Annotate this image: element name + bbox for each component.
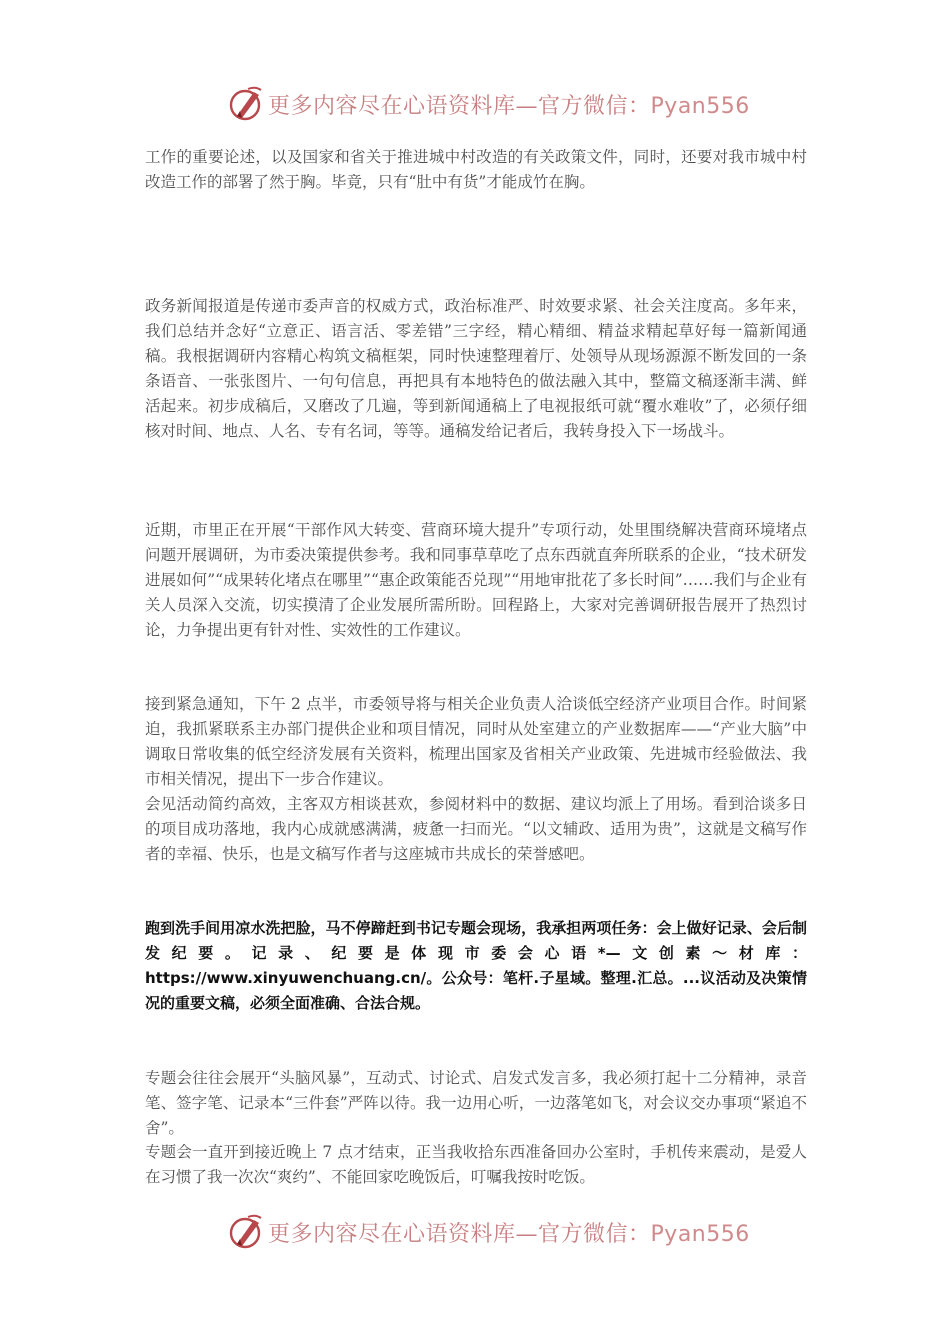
paragraph: 接到紧急通知，下午 2 点半，市委领导将与相关企业负责人洽谈低空经济产业项目合作。时间紧迫，我抓紧联系主办部门提供企业和项目情况，同时从处室建立的产业数据库——“产业大脑”中调取日常收集的低空经济发展有关资料，梳理出国家及省相关产业政策、先进城市经验做法、我市相关情况，提出下一步合作建议。: [145, 695, 807, 788]
paragraph: 专题会往往会展开“头脑风暴”，互动式、讨论式、启发式发言多，我必须打起十二分精神，录音笔、签字笔、记录本“三件套”严阵以待。我一边用心听，一边落笔如飞，对会议交办事项“紧追不舍”。: [145, 1069, 807, 1137]
pen-logo-icon: [228, 84, 268, 124]
paragraph: 专题会一直开到接近晚上 7 点才结束，正当我收拾东西准备回办公室时，手机传来震动，是爱人在习惯了我一次次“爽约”、不能回家吃晚饭后，叮嘱我按时吃饭。: [145, 1143, 807, 1186]
paragraph-bold: 跑到洗手间用凉水洗把脸，马不停蹄赶到书记专题会现场，我承担两项任务：会上做好记录、会后制发纪要。记录、纪要是体现市委会心语*—文创素～材库：https://www.xinyuwenchuang.cn/。公众号：笔杆.子星域。整理.汇总。...议活动及决策情况的重要文稿，必须全面准确、合法合规。: [145, 919, 807, 1012]
banner-text: 更多内容尽在心语资料库—官方微信：Pyan556: [268, 93, 750, 119]
paragraph: 工作的重要论述，以及国家和省关于推进城中村改造的有关政策文件，同时，还要对我市城中村改造工作的部署了然于胸。毕竟，只有“肚中有货”才能成竹在胸。: [145, 148, 807, 191]
footer-banner: [228, 1212, 750, 1252]
paragraph: 政务新闻报道是传递市委声音的权威方式，政治标准严、时效要求紧、社会关注度高。多年来，我们总结并念好“立意正、语言活、零差错”三字经，精心精细、精益求精起草好每一篇新闻通稿。我根据调研内容精心构筑文稿框架，同时快速整理着厅、处领导从现场源源不断发回的一条条语音、一张张图片、一句句信息，再把具有本地特色的做法融入其中，整篇文稿逐渐丰满、鲜活起来。初步成稿后，又磨改了几遍，等到新闻通稿上了电视报纸可就“覆水难收”了，必须仔细核对时间、地点、人名、专有名词，等等。通稿发给记者后，我转身投入下一场战斗。: [145, 297, 807, 440]
paragraph: 近期，市里正在开展“干部作风大转变、营商环境大提升”专项行动，处里围绕解决营商环境堵点问题开展调研，为市委决策提供参考。我和同事草草吃了点东西就直奔所联系的企业，“技术研发进展如何”“成果转化堵点在哪里”“惠企政策能否兑现”“用地审批花了多长时间”……我们与企业有关人员深入交流，切实摸清了企业发展所需所盼。回程路上，大家对完善调研报告展开了热烈讨论，力争提出更有针对性、实效性的工作建议。: [145, 521, 807, 639]
banner-text: 更多内容尽在心语资料库—官方微信：Pyan556: [268, 1221, 750, 1247]
pen-logo-icon: [228, 1212, 268, 1252]
paragraph: 会见活动简约高效，主客双方相谈甚欢，参阅材料中的数据、建议均派上了用场。看到洽谈多日的项目成功落地，我内心成就感满满，疲惫一扫而光。“以文辅政、适用为贵”，这就是文稿写作者的幸福、快乐，也是文稿写作者与这座城市共成长的荣誉感吧。: [145, 795, 807, 863]
header-banner: [228, 84, 750, 124]
